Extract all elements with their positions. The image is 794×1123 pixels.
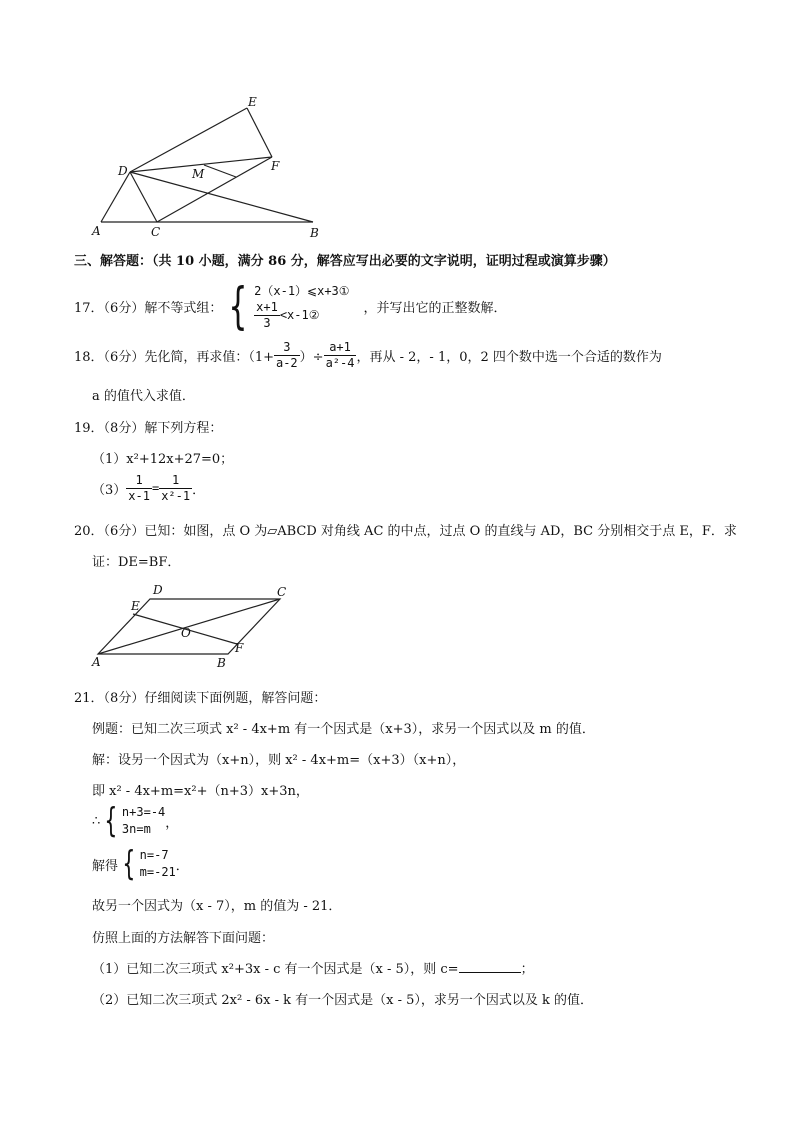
q21-sys1-eq-a: n+3=-4 [121,805,166,819]
q21-solution-1: 解：设另一个因式为（x+n），则 x² - 4x+m=（x+3）（x+n）， [92,753,466,768]
q21-example: 例题：已知二次三项式 x² - 4x+m 有一个因式是（x+3），求另一个因式以及 m 的值． [92,722,595,737]
point-label-c2: C [277,585,287,599]
q17-frac-num: x+1 [256,299,278,314]
q21-sys2-end: ． [175,858,189,874]
point-label-d2: D [153,583,163,597]
q17-ineq-1: 2（x-1）⩽x+3① [254,283,350,298]
q19-frac-1-num: 1 [126,473,152,489]
point-label-b: B [310,226,319,240]
q17-frac-den: 3 [263,315,271,330]
q19-title: 19．（8分）解下列方程： [74,421,223,436]
q17-suffix: ，并写出它的正整数解． [363,300,507,316]
point-label-e2: E [131,599,140,613]
answer-blank [459,960,521,973]
q21-part-1 [92,958,534,977]
point-label-f2: F [235,641,244,655]
q18-frac-1-den: a-2 [275,355,298,370]
q21-sys2-eq-b: m=-21 [139,865,176,879]
q21-part-1-text: （1）已知二次三项式 x²+3x - c 有一个因式是（x - 5），则 c= [92,962,459,977]
point-label-a: A [92,224,101,238]
q18-divide: ）÷ [299,349,324,365]
q18-frac-2-den: a²-4 [325,355,355,370]
q18-prefix: 18．（6分）先化简，再求值：（1+ [74,349,274,365]
q21-solution-2: 即 x² - 4x+m=x²+（n+3）x+3n， [92,784,309,799]
q19-frac-1-den: x-1 [128,488,150,503]
point-label-b2: B [217,656,226,670]
q19-part-1: （1）x²+12x+27=0； [92,452,234,467]
q17-prefix: 17．（6分）解不等式组： [74,300,223,316]
q21-imitate: 仿照上面的方法解答下面问题： [92,931,275,946]
q17-brace: { [228,277,248,335]
q21-title: 21．（8分）仔细阅读下面例题，解答问题： [74,691,327,706]
q18-suffix: ，再从 - 2，- 1，0，2 四个数中选一个合适的数作为 [356,349,662,365]
point-label-e: E [248,95,257,109]
q21-sys2-eq-a: n=-7 [139,848,169,862]
q21-sys1-end: ， [165,815,179,831]
point-label-d: D [118,164,128,178]
q21-sys1-eq-b: 3n=m [121,822,151,836]
q18-line-2: a 的值代入求值． [92,389,195,404]
q21-system-2 [92,846,189,882]
section-heading: 三、解答题：（共 10 小题，满分 86 分，解答应写出必要的文字说明，证明过程或演算步骤） [74,254,616,269]
q21-conclusion: 故另一个因式为（x - 7），m 的值为 - 21． [92,899,342,914]
q20-line-1: 20．（6分）已知：如图，点 O 为▱ABCD 对角线 AC 的中点，过点 O 的直线与 AD，BC 分别相交于点 E，F．求 [74,524,737,539]
q19-end: ． [192,482,206,498]
q21-part-1-end: ； [520,962,534,977]
q20-line-2: 证：DE=BF． [92,555,181,570]
q21-part-2: （2）已知二次三项式 2x² - 6x - k 有一个因式是（x - 5），求另一个因式以及 k 的值． [92,993,594,1008]
q21-brace-2: { [122,844,136,884]
q19-equals: = [151,481,160,495]
q21-system-2-lines [140,847,176,881]
q21-solved-label: 解得 [92,858,119,874]
q21-system-1 [92,803,178,839]
q18-frac-1-num: 3 [274,340,300,356]
point-label-m: M [192,167,205,181]
q19-frac-2-num: 1 [159,473,192,489]
q21-system-1-lines [122,804,165,838]
q17-ineq-2-rest: <x-1② [279,307,320,322]
q21-brace-1: { [104,801,118,841]
q18-frac-2-num: a+1 [324,340,357,356]
point-label-c: C [151,225,161,239]
q19-frac-2-den: x²-1 [161,488,191,503]
therefore-symbol: ∴ [92,813,101,829]
point-label-a2: A [92,655,101,669]
point-label-f: F [271,159,280,173]
q19-part-3-prefix: （3） [92,482,127,498]
point-label-o: O [181,626,191,640]
